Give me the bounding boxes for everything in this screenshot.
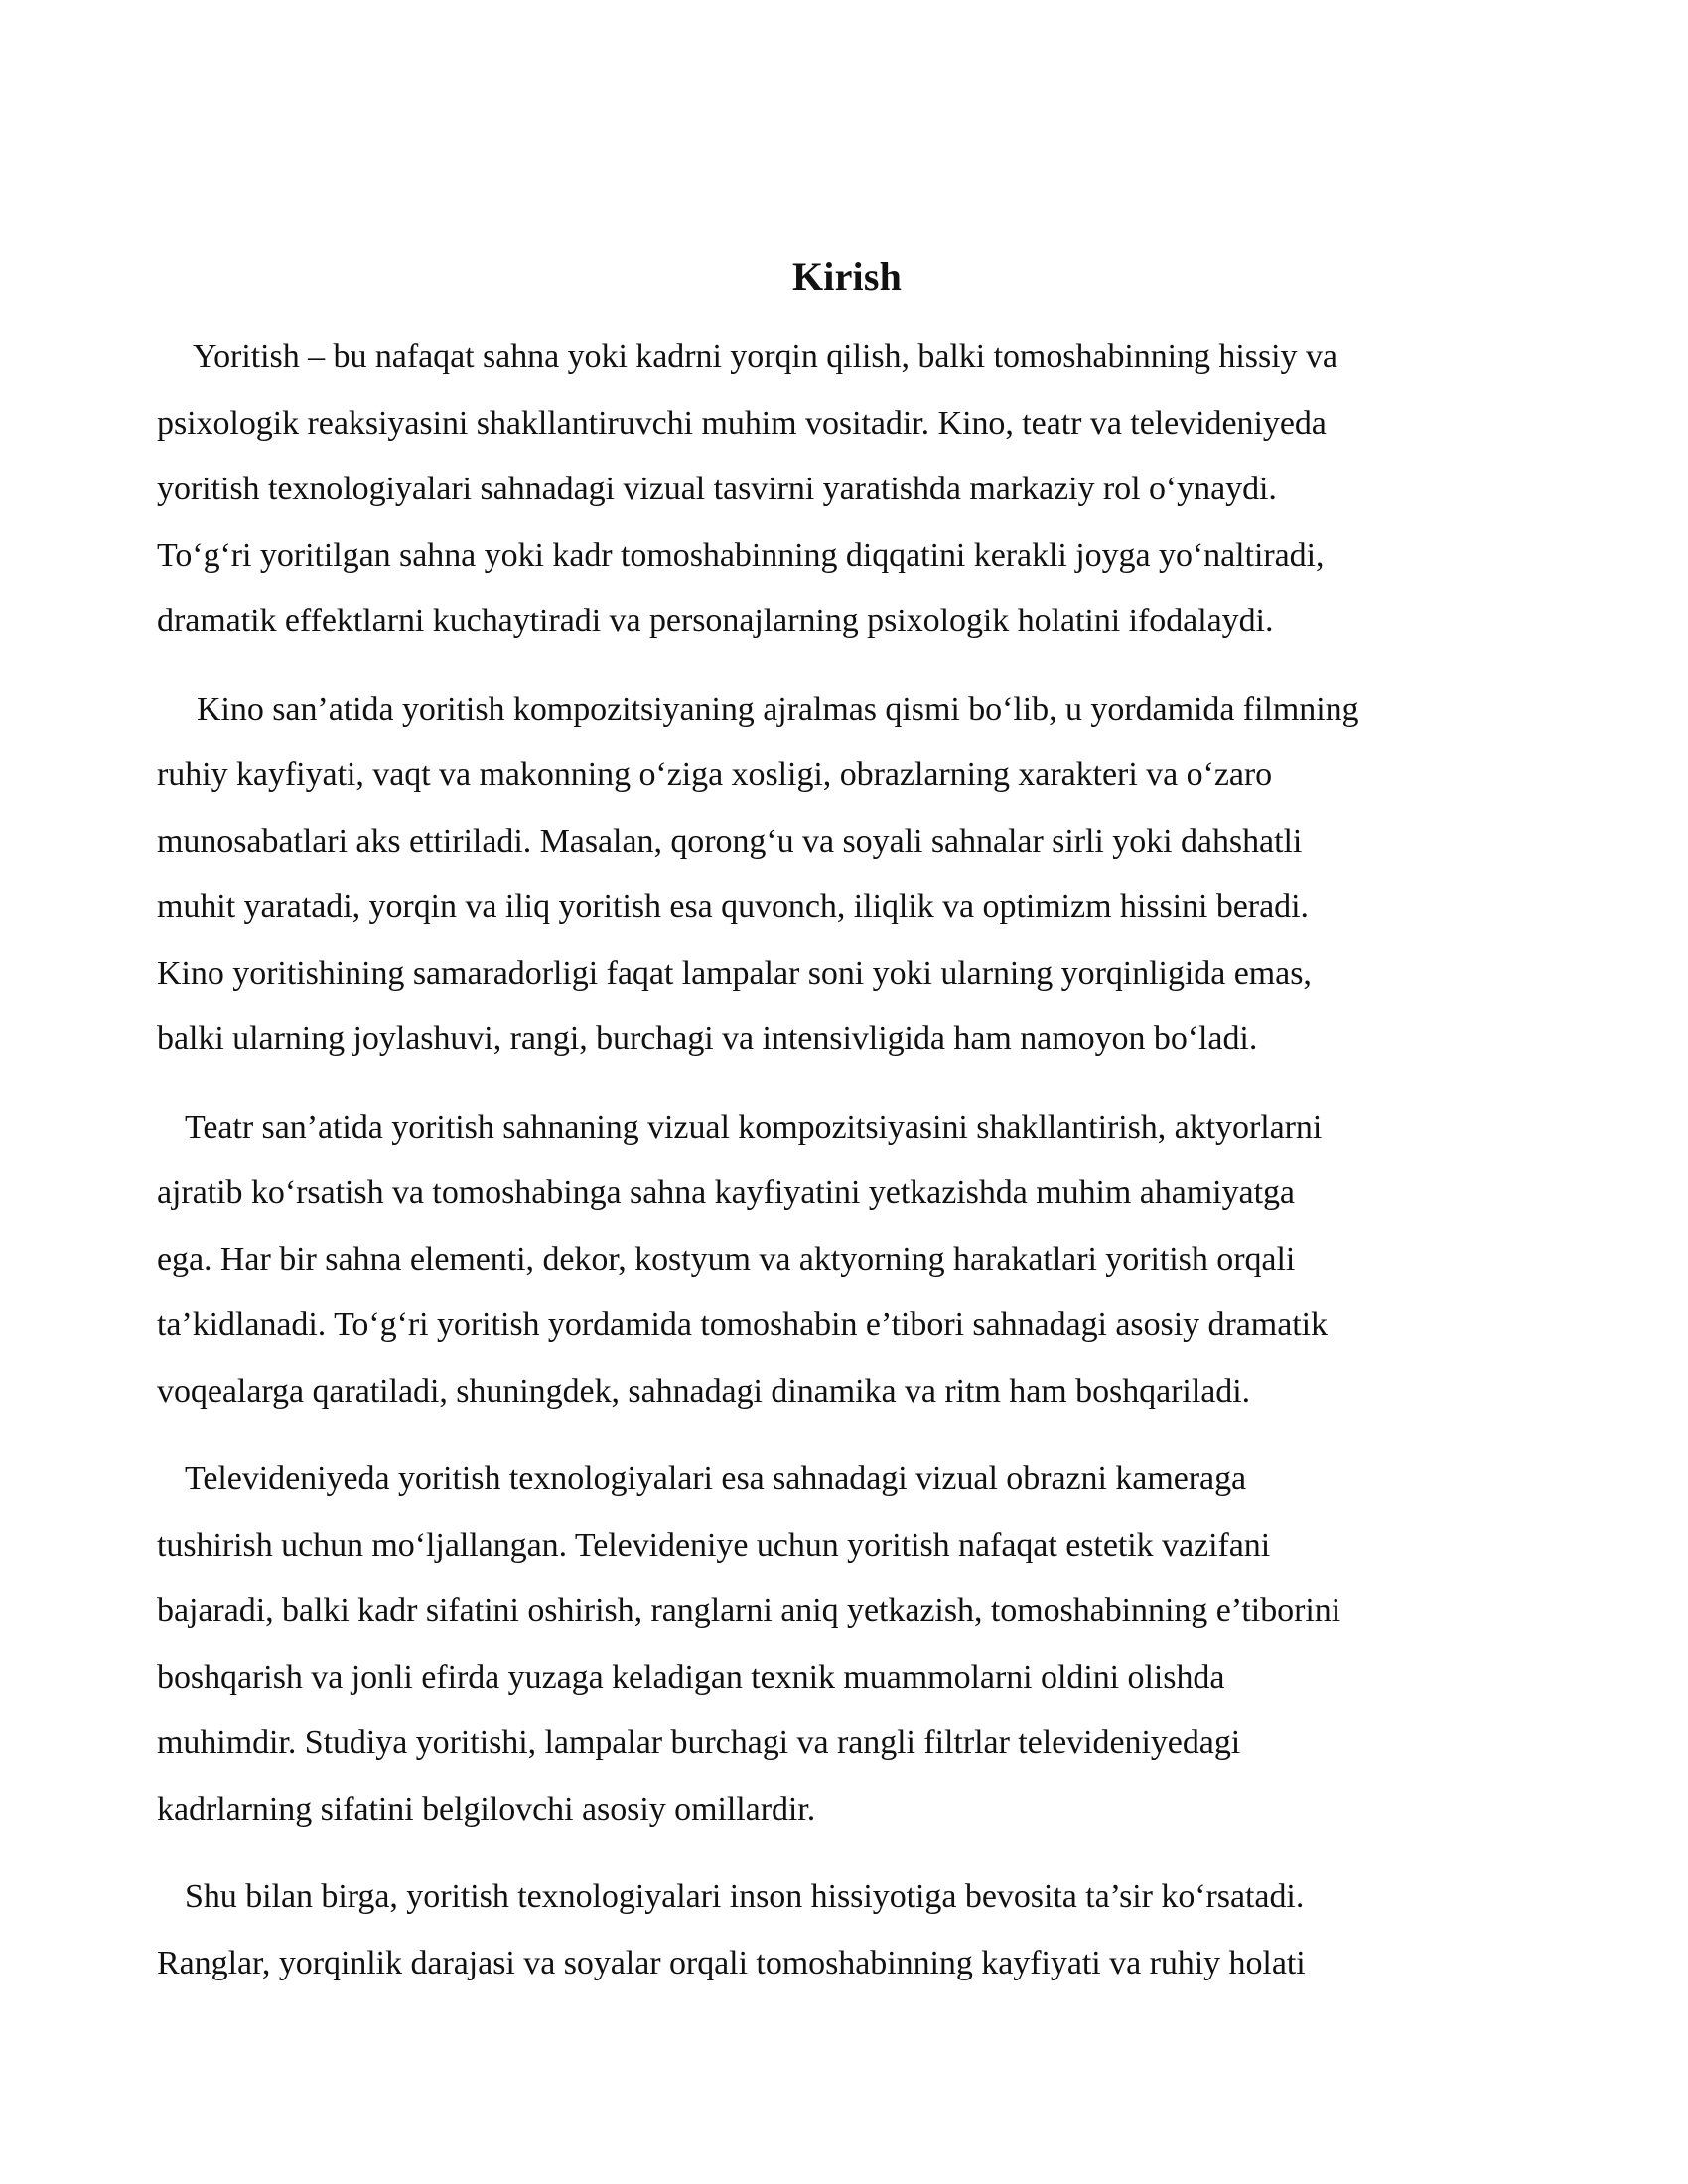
paragraph-2: Kino san’atida yoritish kompozitsiyaning ajralmas qismi bo‘lib, u yordamida filmning ruhiy kayfiyati, vaqt va makonning o‘ziga xosligi, obrazlarning xarakteri va o‘zaro munosabatlari aks ettiriladi. Masalan, qorong‘u va soyali sahnalar sirli yoki dahshatli muhit yaratadi, yorqin va iliq yoritish esa quvonch, iliqlik va optimizm hissini beradi. Kino yoritishining samaradorligi faqat lampalar soni yoki ularning yorqinligida emas, balki ularning joylashuvi, rangi, burchagi va intensivligida ham namoyon bo‘ladi. (157, 690, 1359, 1057)
paragraph-1: Yoritish – bu nafaqat sahna yoki kadrni yorqin qilish, balki tomoshabinning hissiy va psixologik reaksiyasini shakllantiruvchi muhim vositadir. Kino, teatr va televideniyeda yoritish texnologiyalari sahnadagi vizual tasvirni yaratishda markaziy rol o‘ynaydi. To‘g‘ri yoritilgan sahna yoki kadr tomoshabinning diqqatini kerakli joyga yo‘naltiradi, dramatik effektlarni kuchaytiradi va personajlarning psixologik holatini ifodalaydi. (157, 339, 1337, 639)
paragraph-4: Televideniyeda yoritish texnologiyalari esa sahnadagi vizual obrazni kameraga tushirish uchun mo‘ljallangan. Televideniye uchun yoritish nafaqat estetik vazifani bajaradi, balki kadr sifatini oshirish, ranglarni aniq yetkazish, tomoshabinning e’tiborini boshqarish va jonli efirda yuzaga keladigan texnik muammolarni oldini olishda muhimdir. Studiya yoritishi, lampalar burchagi va rangli filtrlar televideniyedagi kadrlarning sifatini belgilovchi asosiy omillardir. (157, 1460, 1341, 1828)
document-page (157, 246, 1537, 2018)
paragraph-5: Shu bilan birga, yoritish texnologiyalari inson hissiyotiga bevosita ta’sir ko‘rsatadi. Ranglar, yorqinlik darajasi va soyalar orqali tomoshabinning kayfiyati va ruhiy holati (157, 1878, 1306, 1981)
document-title: Kirish (791, 254, 903, 299)
paragraph-3: Teatr san’atida yoritish sahnaning vizual kompozitsiyasini shakllantirish, aktyorlarni ajratib ko‘rsatish va tomoshabinga sahna kayfiyatini yetkazishda muhim ahamiyatga ega. Har bir sahna elementi, dekor, kostyum va aktyorning harakatlari yoritish orqali ta’kidlanadi. To‘g‘ri yoritish yordamida tomoshabin e’tibori sahnadagi asosiy dramatik voqealarga qaratiladi, shuningdek, sahnadagi dinamika va ritm ham boshqariladi. (157, 1108, 1328, 1410)
